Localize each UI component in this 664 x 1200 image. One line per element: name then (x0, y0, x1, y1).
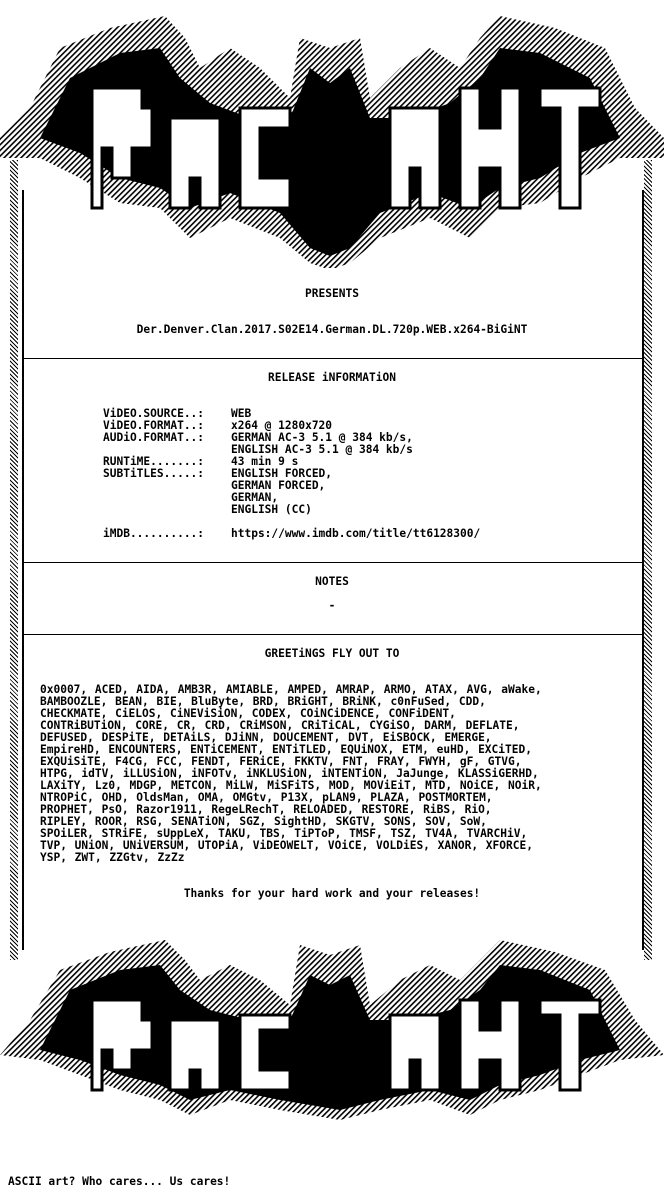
divider (22, 358, 642, 359)
greetings-line: EXQUiSiTE, F4CG, FCC, FENDT, FERiCE, FKKTV, FNT, FRAY, FWYH, gF, GTVG, (40, 755, 522, 768)
greetings-line: TVP, UNiON, UNiVERSUM, UTOPiA, ViDEOWELT, VOiCE, VOLDiES, XANOR, XFORCE, (40, 839, 533, 852)
greetings-line: 0x0007, ACED, AIDA, AMB3R, AMIABLE, AMPED, AMRAP, ARMO, ATAX, AVG, aWake, (40, 683, 542, 696)
info-row: ViDEO.SOURCE..: WEB (103, 407, 252, 420)
info-row: GERMAN, (231, 491, 279, 504)
frame-left-shading (10, 160, 18, 960)
info-row: RUNTiME.......: 43 min 9 s (103, 455, 299, 468)
info-row: GERMAN FORCED, (231, 479, 326, 492)
info-row: SUBTiTLES.....: ENGLISH FORCED, (103, 467, 333, 480)
release-name: Der.Denver.Clan.2017.S02E14.German.DL.720p.WEB.x264-BiGiNT (136, 323, 528, 336)
greetings-line: SPOiLER, STRiFE, sUppLeX, TAKU, TBS, TiPToP, TMSF, TSZ, TV4A, TVARCHiV, (40, 827, 528, 840)
imdb-link: https://www.imdb.com/title/tt6128300/ (231, 527, 481, 540)
greetings-line: HTPG, idTV, iLLUSiON, iNFOTv, iNKLUSiON, iNTENTiON, JaJunge, KLASSiGERHD, (40, 767, 539, 780)
greetings-title: GREETiNGS FLY OUT TO (264, 647, 400, 660)
footer-text: ASCII art? Who cares... Us cares! (8, 1175, 231, 1188)
bat-logo-bottom-icon (0, 940, 664, 1120)
frame-right-shading (644, 160, 652, 960)
notes-value: - (328, 599, 336, 612)
greetings-line: BAMBOOZLE, BEAN, BIE, BluByte, BRD, BRiGHT, BRiNK, c0nFuSed, CDD, (40, 695, 486, 708)
divider (22, 634, 642, 635)
greetings-line: CHECKMATE, CiELOS, CiNEViSiON, CODEX, COiNCiDENCE, CONFiDENT, (40, 707, 456, 720)
presents-label: PRESENTS (305, 287, 359, 300)
divider (22, 562, 642, 563)
greetings-line: NTROPiC, OHD, OldsMan, OMA, OMGtv, P13X, pLAN9, PLAZA, POSTMORTEM, (40, 791, 493, 804)
greetings-line: RIPLEY, ROOR, RSG, SENATiON, SGZ, SightHD, SKGTV, SONS, SOV, SoW, (40, 815, 487, 828)
greetings-line: EmpireHD, ENCOUNTERS, ENTiCEMENT, ENTiTLED, EQUiNOX, ETM, euHD, EXCiTED, (40, 743, 532, 756)
bat-logo-top-icon (0, 8, 664, 268)
greetings-line: PROPHET, PsO, Razor1911, RegeLRechT, RELOADED, RESTORE, RiBS, RiO, (40, 803, 492, 816)
info-row: ENGLISH (CC) (231, 503, 312, 516)
greetings-line: CONTRiBUTiON, CORE, CR, CRD, CRiMSON, CRiTiCAL, CYGiSO, DARM, DEFLATE, (40, 719, 520, 732)
greetings-line: YSP, ZWT, ZZGtv, ZzZz (40, 851, 185, 864)
release-info-title: RELEASE iNFORMATiON (268, 371, 396, 384)
thanks-message: Thanks for your hard work and your releases! (183, 887, 481, 900)
info-row: AUDiO.FORMAT..: GERMAN AC-3 5.1 @ 384 kb/s, (103, 431, 413, 444)
greetings-line: DEFUSED, DESPiTE, DETAiLS, DJiNN, DOUCEMENT, DVT, EiSBOCK, EMERGE, (40, 731, 492, 744)
info-row: ViDEO.FORMAT..: x264 @ 1280x720 (103, 419, 333, 432)
notes-title: NOTES (315, 575, 349, 588)
greetings-list (40, 684, 626, 864)
greetings-line: LAXiTY, Lz0, MDGP, METCON, MiLW, MiSFiTS, MOD, MOViEiT, MTD, NOiCE, NOiR, (40, 779, 542, 792)
imdb-row: iMDB..........: https://www.imdb.com/title/tt6128300/ (103, 527, 481, 540)
info-row: ENGLISH AC-3 5.1 @ 384 kb/s (231, 443, 413, 456)
